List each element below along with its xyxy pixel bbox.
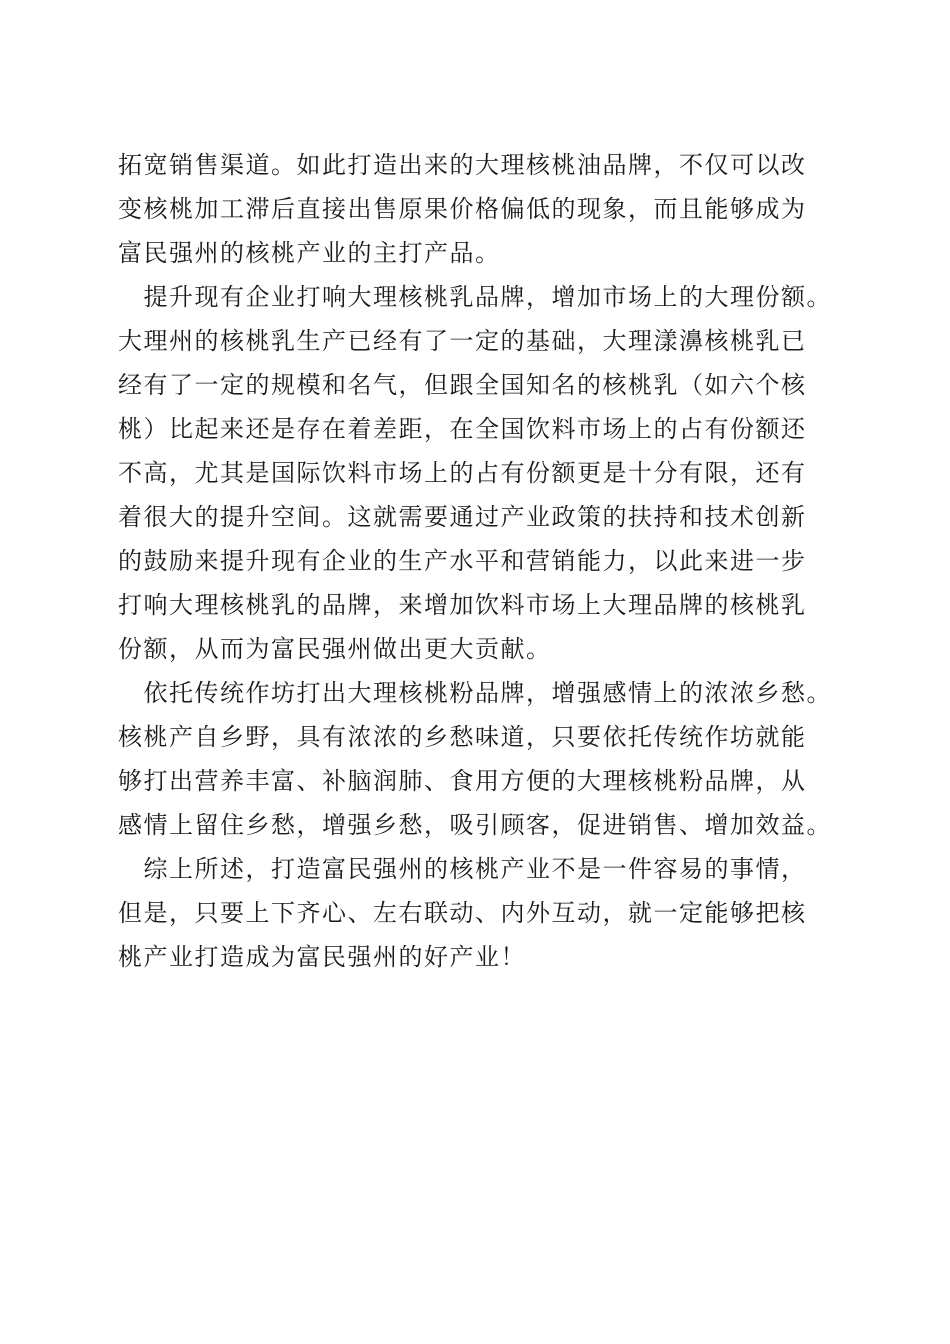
body-text: [118, 143, 848, 979]
text-line: 核桃产自乡野，具有浓浓的乡愁味道，只要依托传统作坊就能: [118, 723, 807, 751]
text-line: 够打出营养丰富、补脑润肺、食用方便的大理核桃粉品牌，从: [118, 767, 807, 795]
text-line: 提升现有企业打响大理核桃乳品牌，增加市场上的大理份额。: [118, 283, 832, 311]
text-line: 拓宽销售渠道。如此打造出来的大理核桃油品牌，不仅可以改: [118, 151, 807, 179]
text-line: 感情上留住乡愁，增强乡愁，吸引顾客，促进销售、增加效益。: [118, 811, 832, 839]
text-line: 打响大理核桃乳的品牌，来增加饮料市场上大理品牌的核桃乳: [118, 591, 807, 619]
text-line: 综上所述，打造富民强州的核桃产业不是一件容易的事情，: [118, 855, 807, 883]
text-line: 不高，尤其是国际饮料市场上的占有份额更是十分有限，还有: [118, 459, 807, 487]
text-line: 但是，只要上下齐心、左右联动、内外互动，就一定能够把核: [118, 899, 807, 927]
text-line: 份额，从而为富民强州做出更大贡献。: [118, 635, 552, 663]
text-line: 着很大的提升空间。这就需要通过产业政策的扶持和技术创新: [118, 503, 807, 531]
text-line: 富民强州的核桃产业的主打产品。: [118, 239, 501, 267]
text-line: 桃）比起来还是存在着差距，在全国饮料市场上的占有份额还: [118, 415, 807, 443]
text-line: 依托传统作坊打出大理核桃粉品牌，增强感情上的浓浓乡愁。: [118, 679, 832, 707]
text-line: 变核桃加工滞后直接出售原果价格偏低的现象，而且能够成为: [118, 195, 807, 223]
text-line: 大理州的核桃乳生产已经有了一定的基础，大理漾濞核桃乳已: [118, 327, 807, 355]
text-line: 的鼓励来提升现有企业的生产水平和营销能力，以此来进一步: [118, 547, 807, 575]
text-line: 经有了一定的规模和名气，但跟全国知名的核桃乳（如六个核: [118, 371, 807, 399]
text-line: 桃产业打造成为富民强州的好产业！: [118, 943, 526, 971]
